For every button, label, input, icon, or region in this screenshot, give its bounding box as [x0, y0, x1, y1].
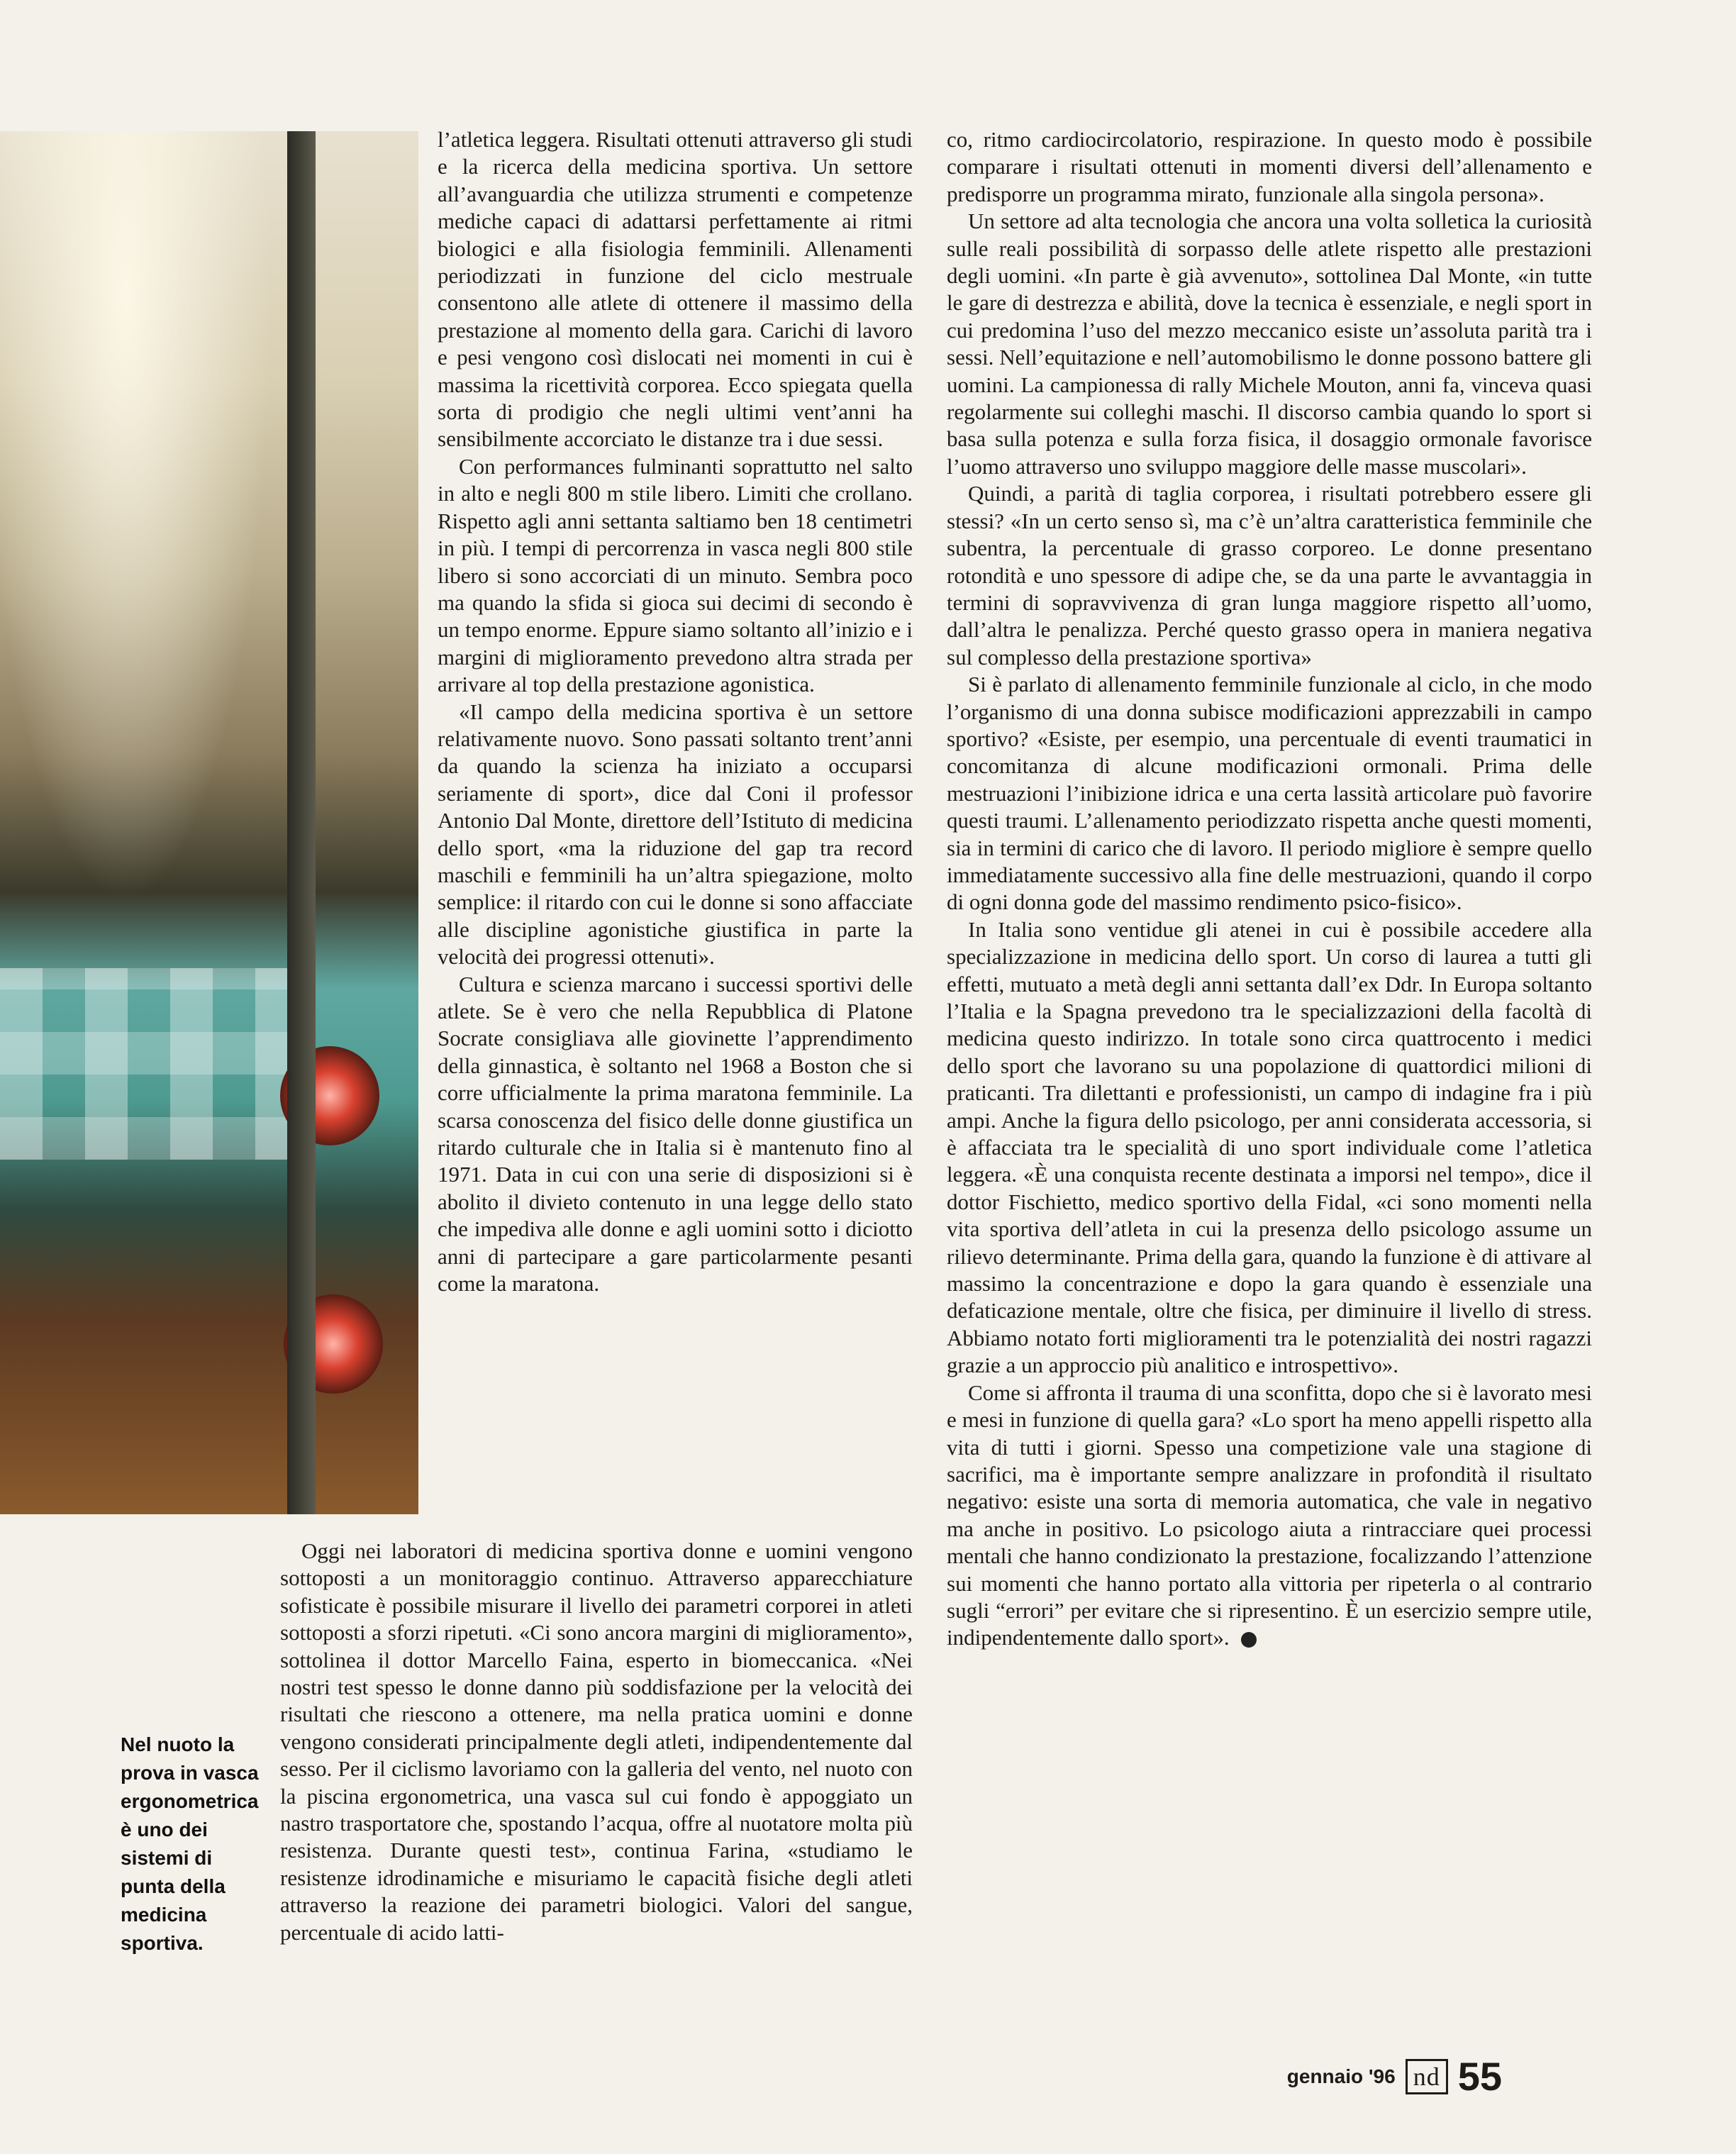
paragraph-text: Come si affronta il trauma di una sconfitta, dopo che si è lavorato mesi e mesi in funzione di quella gara? «Lo sport ha meno appelli rispetto alla vita di tutti i giorni. Spesso una competizione vale una stagione di sacrifici, ma è importante sempre analizzare in profondità il risultato negativo: esiste una sorta di memoria automatica, che vale in negativo ma anche in positivo. Lo psicologo aiuta a rintracciare quei processi mentali che hanno condizionato la prestazione, focalizzando l’attenzione sui momenti che hanno portato alla vittoria per ripeterla o al contrario sugli “errori” per evitare che si ripresentino. È un esercizio sempre utile, indipendentemente dallo sport». [947, 1379, 1592, 1650]
magazine-logo: nd [1406, 2059, 1448, 2094]
paragraph [947, 1379, 1592, 1652]
paragraph: Quindi, a parità di taglia corporea, i risultati potrebbero essere gli stessi? «In un certo senso sì, ma c’è un’altra caratteristica femminile che subentra, la percentuale di grasso corporeo. Le donne presentano rotondità e uno spessore di adipe che, se da una parte le avvantaggia in termini di sopravvivenza di gran lunga maggiore rispetto all’uomo, dall’altra le penalizza. Perché questo grasso opera in maniera negativa sul complesso della prestazione sportiva» [947, 481, 1592, 670]
page-number: 55 [1457, 2054, 1502, 2099]
article-photo [0, 131, 418, 1514]
paragraph: Si è parlato di allenamento femminile funzionale al ciclo, in che modo l’organismo di una donna subisce modificazioni apprezzabili in campo sportivo? «Esiste, per esempio, una percentuale di eventi traumatici in concomitanza di alcune modificazioni ormonali. Prima delle mestruazioni l’inibizione idrica e una certa lassità articolare può favorire questi traumi. L’allenamento periodizzato rispetta anche questi momenti, sia in termini di carico che di lavoro. Il periodo migliore è sempre quello immediatamente successivo alla fine delle mestruazioni, quando il corpo di ogni donna gode del massimo rendimento psico-fisico». [947, 672, 1592, 915]
paragraph: Un settore ad alta tecnologia che ancora una volta solletica la curiosità sulle reali possibilità di sorpasso delle atlete rispetto alle prestazioni degli uomini. «In parte è già avvenuto», sottolinea Dal Monte, «in tutte le gare di destrezza e abilità, dove la tecnica è essenziale, e negli sport in cui predomina l’uso del mezzo meccanico esiste un’assoluta parità tra i sessi. Nell’equitazione e nell’automobilismo le donne possono battere gli uomini. La campionessa di rally Michele Mouton, anni fa, vinceva quasi regolarmente sui colleghi maschi. Il discorso cambia quando lo sport si basa sulla potenza e sulla forza fisica, il dosaggio ormonale favorisce l’uomo attraverso uno sviluppo maggiore delle masse muscolari». [947, 209, 1592, 479]
article-column-3 [947, 126, 1592, 1652]
paragraph: «Il campo della medicina sportiva è un settore relativamente nuovo. Sono passati soltanto trent’anni da quando la scienza ha iniziato a occuparsi seriamente di sport», dice dal Coni il professor Antonio Dal Monte, direttore dell’Istituto di medicina dello sport, «ma la riduzione del gap tra record maschili e femminili ha un’altra spiegazione, molto semplice: il ritardo con cui le donne si sono affacciate alle discipline agonistiche giustifica in parte la velocità dei progressi ottenuti». [438, 699, 913, 970]
photo-caption: Nel nuoto la prova in vasca ergonometrica è uno dei sistemi di punta della medicina sportiva. [121, 1733, 259, 1954]
end-mark-icon [1241, 1632, 1257, 1648]
paragraph: Cultura e scienza marcano i successi sportivi delle atlete. Se è vero che nella Repubblica di Platone Socrate consigliava alle giovinette l’apprendimento della ginnastica, è soltanto nel 1968 a Boston che si corre ufficialmente la prima maratona femminile. La scarsa conoscenza del fisico delle donne giustifica un ritardo culturale che in Italia si è mantenuto fino al 1971. Data in cui con una serie di disposizioni si è abolito il divieto contenuto in una legge dello stato che impediva alle donne e agli uomini sotto i diciotto anni di partecipare a gare particolarmente pesanti come la maratona. [438, 971, 913, 1297]
paragraph: In Italia sono ventidue gli atenei in cui è possibile accedere alla specializzazione in medicina dello sport. Un corso di laurea a tutti gli effetti, mutuato a metà degli anni settanta dall’ex Ddr. In Europa soltanto l’Italia e la Spagna prevedono tra le specializzazioni della facoltà di medicina questo indirizzo. In totale sono circa quattrocento i medici dello sport che lavorano su una popolazione di quattordici milioni di praticanti. Tra dilettanti e professionisti, un campo di indagine fra i più ampi. Anche la figura dello psicologo, per anni considerata accessoria, si è affacciata tra le specialità di uno sport individuale come l’atletica leggera. «È una conquista recente destinata a imporsi nel tempo», dice il dottor Fischietto, medico sportivo della Fidal, «ci sono momenti nella vita sportiva dell’atleta in cui la presenza dello psicologo assume un rilievo determinante. Prima della gara, quando la funzione è di attivare al massimo la concentrazione e dopo la gara quando è essenziale una defaticazione mentale, oltre che fisica, per diminuire il livello di stress. Abbiamo notato forti miglioramenti tra le potenzialità dei nostri ragazzi grazie a un approccio più analitico e introspettivo». [947, 916, 1592, 1378]
paragraph: co, ritmo cardiocircolatorio, respirazione. In questo modo è possibile comparare i risultati ottenuti in momenti diversi dell’allenamento e predisporre un programma mirato, funzionale alla singola persona». [947, 127, 1592, 206]
paragraph: Oggi nei laboratori di medicina sportiva donne e uomini vengono sottoposti a un monitoraggio continuo. Attraverso apparecchiature sofisticate è possibile misurare il livello dei parametri corporei in atleti sottoposti a sforzi ripetuti. «Ci sono ancora margini di miglioramento», sottolinea il dottor Marcello Faina, esperto in biomeccanica. «Nei nostri test spesso le donne danno più soddisfazione per la velocità dei risultati che riescono a ottenere, ma nella pratica uomini e donne vengono considerati principalmente degli atleti, indipendentemente dal sesso. Per il ciclismo lavoriamo con la galleria del vento, nel nuoto con la piscina ergonometrica, una vasca sul cui fondo è appoggiato un nastro trasportatore che, spostando l’acqua, offre al nuotatore molta più resistenza. Durante questi test», continua Farina, «studiamo le resistenze idrodinamiche e misuriamo le capacità fisiche degli atleti attraverso la reazione dei parametri biologici. Valori del sangue, percentuale di acido latti- [280, 1538, 913, 1945]
window-frame [287, 131, 316, 1514]
page-footer [1287, 2053, 1502, 2099]
article-column-1 [438, 126, 913, 1297]
paragraph: Con performances fulminanti soprattutto nel salto in alto e negli 800 m stile libero. Limiti che crollano. Rispetto agli anni settanta saltiamo ben 18 centimetri in più. I tempi di percorrenza in vasca negli 800 stile libero si sono accorciati di un minuto. Sembra poco ma quando la sfida si gioca sui decimi di secondo è un tempo enorme. Eppure siamo soltanto all’inizio e i margini di miglioramento prevedono altra strada per arrivare al top della prestazione agonistica. [438, 453, 913, 697]
issue-date: gennaio '96 [1286, 2065, 1396, 2087]
pool-tiles [0, 968, 287, 1160]
paragraph: l’atletica leggera. Risultati ottenuti attraverso gli studi e la ricerca della medicina sportiva. Un settore all’avanguardia che utilizza strumenti e competenze mediche capaci di adattarsi perfettamente ai ritmi biologici e alla fisiologia femminili. Allenamenti periodizzati in funzione del ciclo mestruale consentono alle atlete di ottenere il massimo della prestazione al momento della gara. Carichi di lavoro e pesi vengono così dislocati nei momenti in cui è massima la ricettività corporea. Ecco spiegata quella sorta di prodigio che negli ultimi vent’anni ha sensibilmente accorciato le distanze tra i due sessi. [438, 127, 913, 452]
article-column-2 [280, 1538, 913, 1946]
